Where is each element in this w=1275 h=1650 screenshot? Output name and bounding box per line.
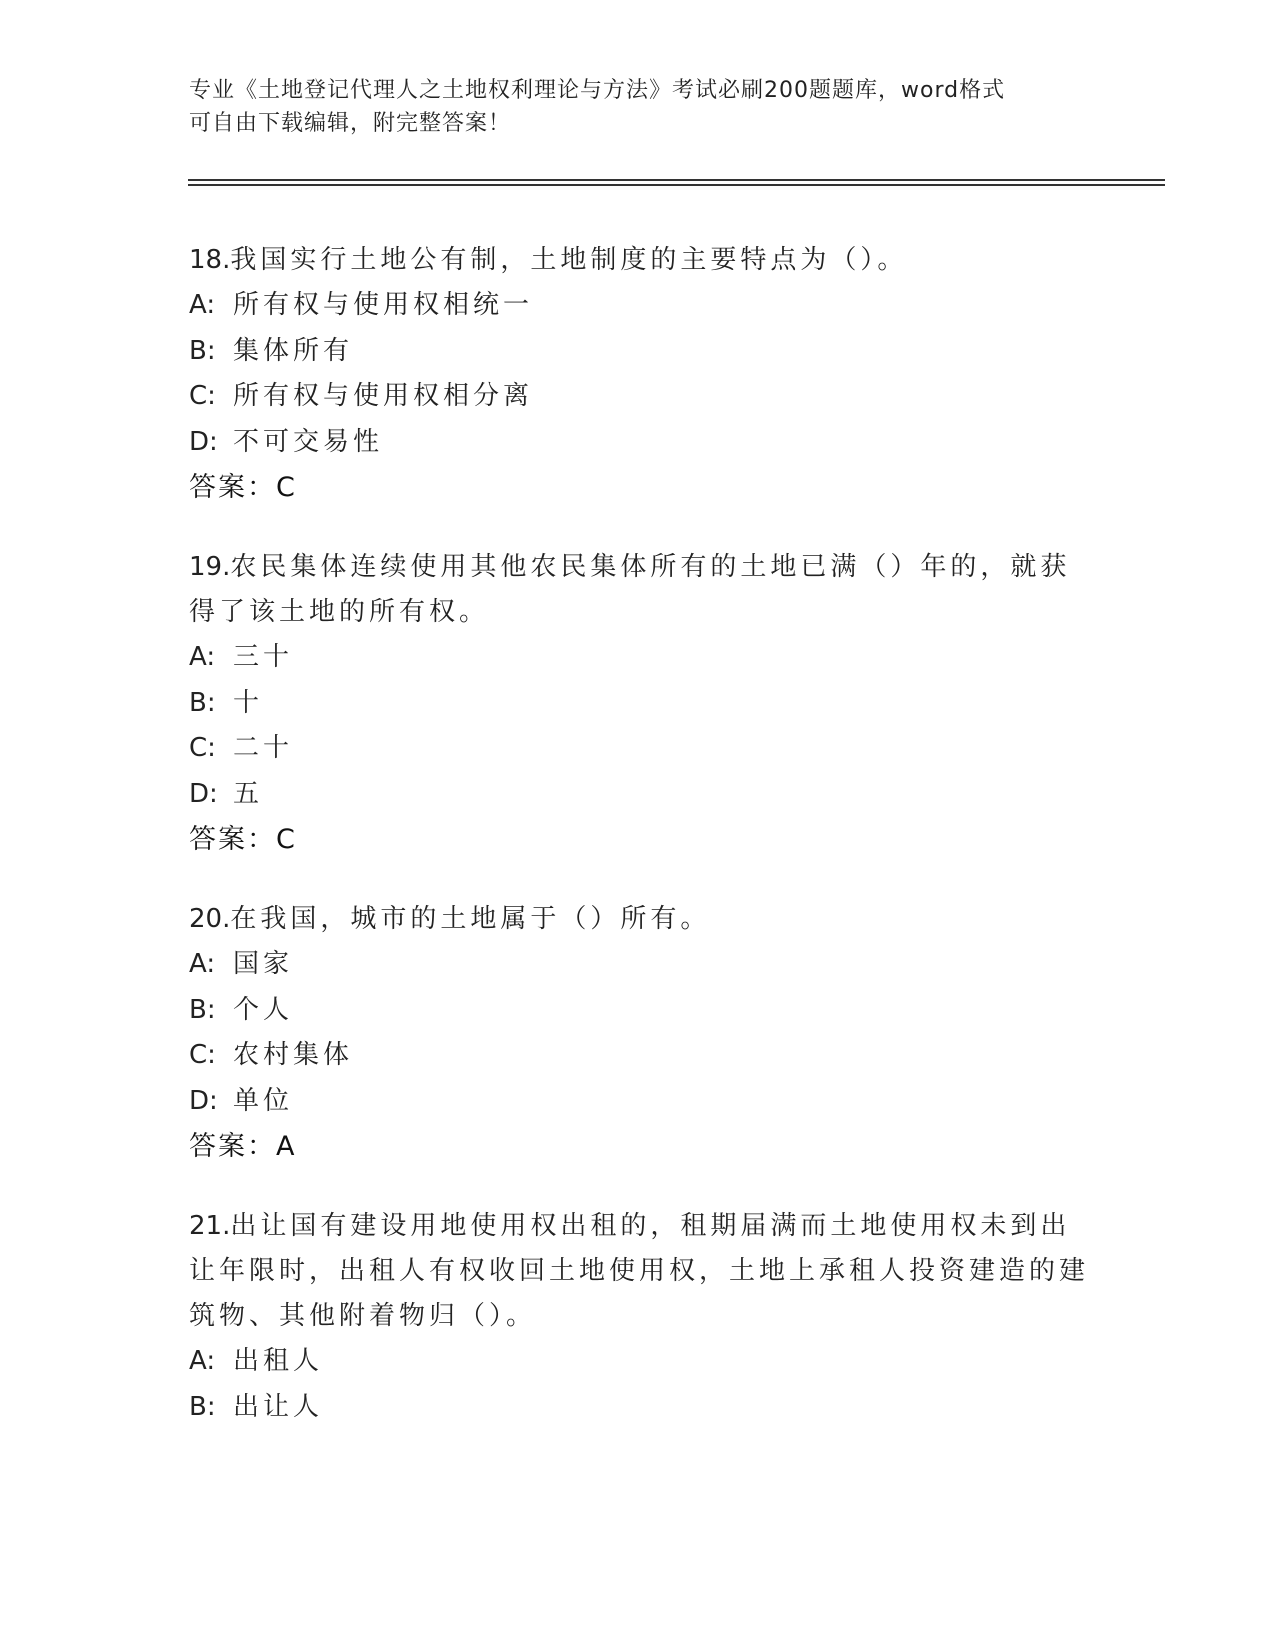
header-line-1: 专业《土地登记代理人之土地权利理论与方法》考试必刷200题题库，word格式 bbox=[189, 78, 1006, 103]
option-d bbox=[189, 1079, 1089, 1125]
option-text: 所有权与使用权相分离 bbox=[233, 381, 534, 411]
question-stem bbox=[189, 897, 1089, 942]
header-divider-top bbox=[188, 179, 1165, 181]
option-text: 所有权与使用权相统一 bbox=[233, 290, 534, 320]
option-text: 二十 bbox=[233, 733, 294, 763]
option-letter: A: bbox=[189, 949, 216, 979]
option-letter: D: bbox=[189, 1085, 218, 1116]
answer-label: 答案： bbox=[189, 824, 276, 855]
option-b bbox=[189, 681, 1089, 727]
option-letter: B: bbox=[189, 994, 216, 1025]
question-stem bbox=[189, 545, 1089, 635]
option-letter: A: bbox=[189, 1346, 216, 1376]
option-text: 国家 bbox=[233, 949, 294, 979]
option-letter: C: bbox=[189, 733, 216, 763]
question-list bbox=[189, 238, 1089, 1464]
option-b bbox=[189, 1385, 1089, 1431]
answer-line bbox=[189, 1124, 1089, 1170]
option-text: 出租人 bbox=[233, 1346, 324, 1376]
option-a bbox=[189, 942, 1089, 988]
option-letter: B: bbox=[189, 1391, 216, 1422]
header-line-2: 可自由下载编辑，附完整答案！ bbox=[189, 111, 512, 136]
option-text: 集体所有 bbox=[233, 335, 354, 366]
option-text: 农村集体 bbox=[233, 1040, 354, 1070]
option-letter: C: bbox=[189, 1040, 216, 1070]
option-letter: C: bbox=[189, 381, 216, 411]
answer-label: 答案： bbox=[189, 1131, 276, 1162]
option-d bbox=[189, 420, 1089, 466]
document-header bbox=[189, 74, 1089, 140]
option-a bbox=[189, 635, 1089, 681]
option-text: 个人 bbox=[233, 994, 294, 1025]
option-letter: B: bbox=[189, 687, 216, 718]
option-text: 出让人 bbox=[233, 1391, 324, 1422]
answer-value: C bbox=[276, 824, 295, 855]
option-a bbox=[189, 283, 1089, 329]
answer-label: 答案： bbox=[189, 472, 276, 503]
question-19 bbox=[189, 545, 1089, 863]
question-text: 出让国有建设用地使用权出租的，租期届满而土地使用权未到出让年限时，出租人有权收回土地使用权，土地上承租人投资建造的建筑物、其他附着物归（）。 bbox=[189, 1211, 1090, 1331]
question-18 bbox=[189, 238, 1089, 511]
option-text: 十 bbox=[233, 687, 264, 718]
question-number: 19. bbox=[189, 552, 231, 582]
option-letter: B: bbox=[189, 335, 216, 366]
option-text: 三十 bbox=[233, 642, 294, 672]
option-text: 单位 bbox=[233, 1085, 294, 1116]
answer-line bbox=[189, 817, 1089, 863]
option-letter: D: bbox=[189, 426, 218, 457]
option-a bbox=[189, 1339, 1089, 1385]
question-number: 21. bbox=[189, 1211, 231, 1241]
question-number: 18. bbox=[189, 245, 231, 275]
option-letter: A: bbox=[189, 642, 216, 672]
answer-value: A bbox=[276, 1131, 295, 1162]
question-text: 农民集体连续使用其他农民集体所有的土地已满（）年的，就获得了该土地的所有权。 bbox=[189, 552, 1071, 627]
option-letter: A: bbox=[189, 290, 216, 320]
answer-value: C bbox=[276, 472, 295, 503]
header-divider-bottom bbox=[188, 184, 1165, 186]
question-number: 20. bbox=[189, 904, 231, 934]
option-c bbox=[189, 726, 1089, 772]
question-20 bbox=[189, 897, 1089, 1170]
question-text: 我国实行土地公有制，土地制度的主要特点为（）。 bbox=[230, 245, 908, 275]
option-d bbox=[189, 772, 1089, 818]
question-text: 在我国，城市的土地属于（）所有。 bbox=[230, 904, 711, 934]
option-letter: D: bbox=[189, 778, 218, 809]
option-b bbox=[189, 329, 1089, 375]
question-21 bbox=[189, 1204, 1089, 1430]
question-stem bbox=[189, 238, 1089, 283]
option-b bbox=[189, 988, 1089, 1034]
answer-line bbox=[189, 465, 1089, 511]
option-c bbox=[189, 1033, 1089, 1079]
option-text: 不可交易性 bbox=[233, 426, 384, 457]
question-stem bbox=[189, 1204, 1089, 1339]
option-c bbox=[189, 374, 1089, 420]
option-text: 五 bbox=[233, 778, 264, 809]
